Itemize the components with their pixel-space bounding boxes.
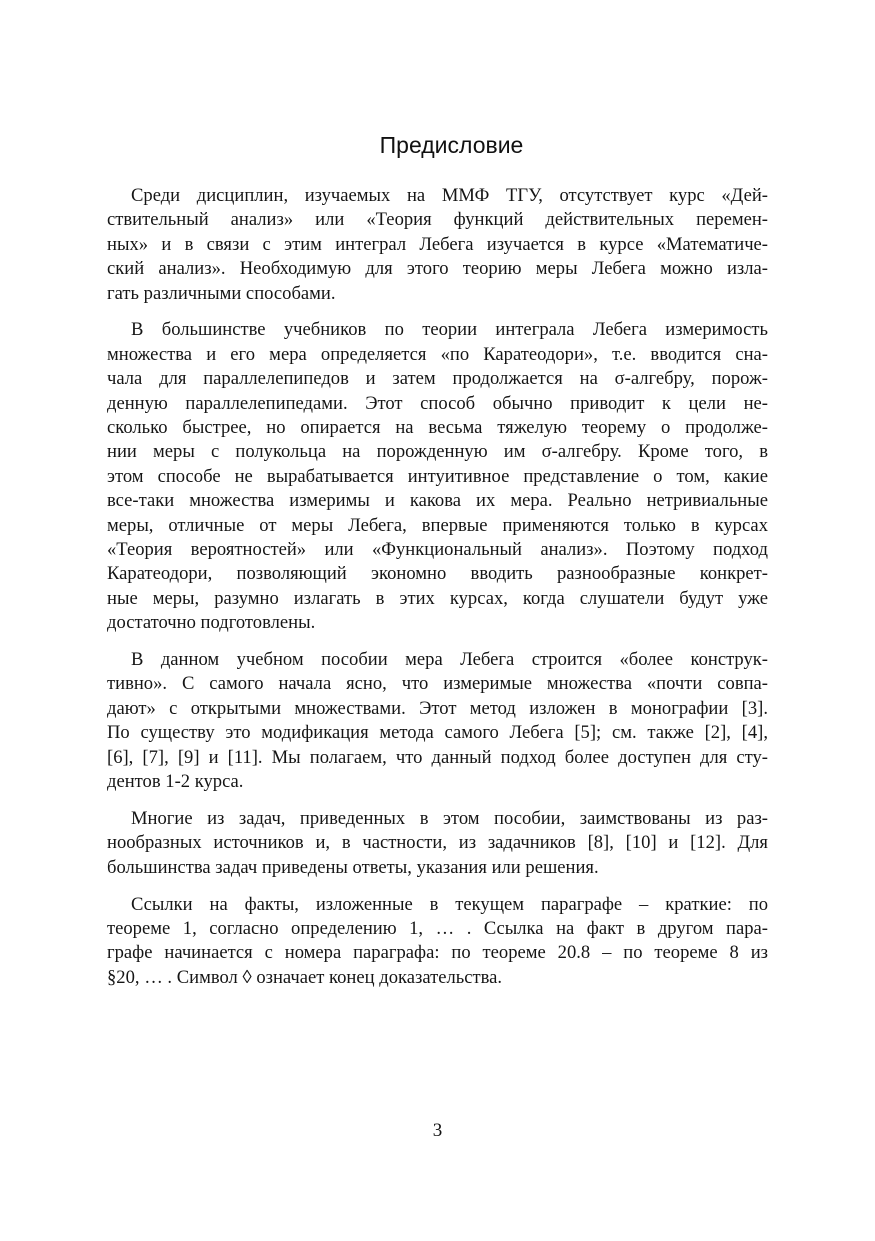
paragraph (107, 318, 768, 635)
text-line: денную параллелепипедами. Этот способ обычно приводит к цели не- (107, 392, 768, 414)
text-line: достаточно подготовлены. (107, 612, 316, 634)
text-line: ные меры, разумно излагать в этих курсах, когда слушатели будут уже (107, 587, 768, 609)
paragraph (107, 893, 768, 991)
text-line: гать различными способами. (107, 282, 336, 304)
text-line: графе начинается с номера параграфа: по теореме 20.8 – по теореме 8 из (107, 942, 768, 964)
text-line: чала для параллелепипедов и затем продолжается на σ-алгебру, порож- (107, 368, 768, 390)
text-line: Многие из задач, приведенных в этом пособии, заимствованы из раз- (131, 807, 768, 829)
text-line: Среди дисциплин, изучаемых на ММФ ТГУ, отсутствует курс «Дей- (131, 185, 768, 206)
text-line: теореме 1, согласно определению 1, … . Ссылка на факт в другом пара- (107, 917, 768, 939)
text-line: этом способе не вырабатывается интуитивное представление о том, какие (107, 465, 768, 487)
text-line: сколько быстрее, но опирается на весьма тяжелую теорему о продолже- (107, 417, 768, 439)
text-line: дают» с открытыми множествами. Этот метод изложен в монографии [3]. (107, 697, 768, 719)
text-line: «Теория вероятностей» или «Функциональный анализ». Поэтому подход (107, 538, 768, 560)
text-line: §20, … . Символ ◊ означает конец доказательства. (107, 966, 503, 988)
text-line: большинства задач приведены ответы, указания или решения. (107, 856, 599, 878)
text-line: нообразных источников и, в частности, из задачников [8], [10] и [12]. Для (107, 832, 768, 854)
text-line: Ссылки на факты, изложенные в текущем параграфе – краткие: по (131, 893, 768, 915)
text-line: все-таки множества измеримы и какова их мера. Реально нетривиальные (107, 490, 768, 512)
text-line: дентов 1-2 курса. (107, 770, 244, 792)
paragraph (107, 648, 768, 794)
text-line: По существу это модификация метода самого Лебега [5]; см. также [2], [4], (107, 722, 768, 744)
text-line: ский анализ». Необходимую для этого теорию меры Лебега можно изла- (107, 258, 768, 280)
preface-body (107, 184, 768, 1003)
text-line: ствительный анализ» или «Теория функций действительных перемен- (107, 209, 768, 231)
page-number: 3 (432, 1120, 443, 1141)
text-line: ных» и в связи с этим интеграл Лебега изучается в курсе «Математиче- (107, 233, 768, 255)
text-line: Каратеодори, позволяющий экономно вводить разнообразные конкрет- (107, 563, 768, 585)
text-line: В данном учебном пособии мера Лебега строится «более конструк- (131, 649, 768, 671)
text-line: В большинстве учебников по теории интеграла Лебега измеримость (131, 319, 768, 341)
paragraph (107, 184, 768, 306)
text-line: тивно». С самого начала ясно, что измеримые множества «почти совпа- (107, 673, 768, 695)
paragraph (107, 807, 768, 880)
text-line: нии меры с полукольца на порожденную им σ-алгебру. Кроме того, в (107, 441, 768, 463)
text-line: множества и его мера определяется «по Каратеодори», т.е. вводится сна- (107, 343, 768, 365)
text-line: [6], [7], [9] и [11]. Мы полагаем, что данный подход более доступен для сту- (107, 746, 768, 768)
text-line: меры, отличные от меры Лебега, впервые применяются только в курсах (107, 514, 768, 536)
page-title: Предисловие (379, 132, 524, 158)
